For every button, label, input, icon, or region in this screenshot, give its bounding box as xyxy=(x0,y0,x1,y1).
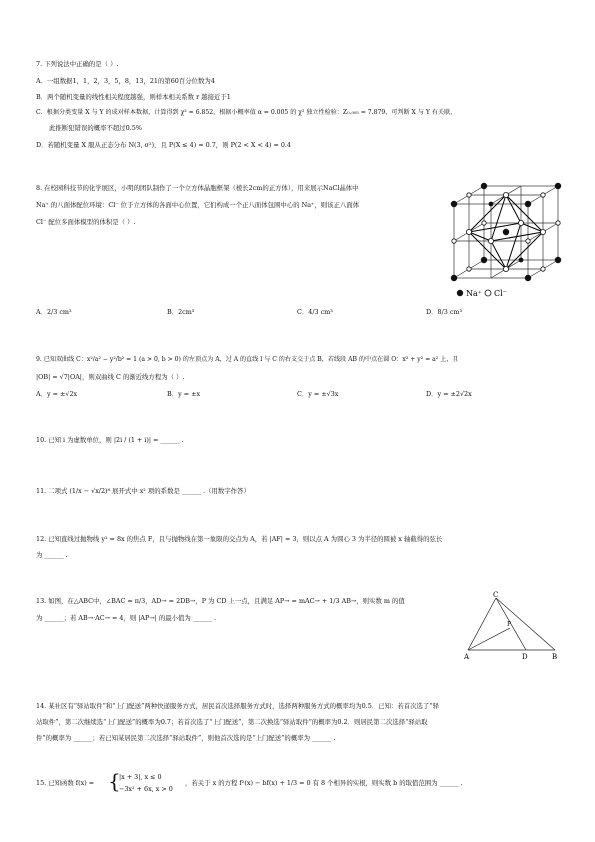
q7-stem: 7. 下列说法中正确的是（ ）. xyxy=(36,60,119,68)
q15-lead: 15. 已知函数 f(x) = xyxy=(36,779,95,787)
q15-case-1: |x + 3|, x ≤ 0 xyxy=(119,773,162,781)
q14-stem-line2: 站取件”，第二次继续选“上门配送”的概率为0.7；若首次选了“上门配送”，第二次换选“驿站取件”的概率为0.2．则居民第二次选择“驿站取 xyxy=(36,718,428,726)
cl-legend-label: Cl⁻ xyxy=(494,289,507,298)
q15-case-2: −3x² + 6x, x > 0 xyxy=(119,785,173,793)
q8-stem-line2: Na⁺ 的八面体配位环境：Cl⁻ 位于立方体的各面中心位置，它们构成一个正八面体包围中心的 Na⁺，则该正八面体 xyxy=(36,201,360,209)
q12-stem-line1: 12. 已知直线过抛物线 y² = 8x 的焦点 F，且与抛物线在第一象限的交点为 A，若 |AF| = 3，则以点 A 为圆心 3 为半径的圆被 x 轴截得的弦长 xyxy=(36,535,443,543)
cl-legend-dot xyxy=(485,290,491,296)
q15-piecewise-brace: { xyxy=(108,769,121,793)
q7-option-c-continued: 此推断犯错误的概率不超过0.5% xyxy=(49,124,142,132)
q7-option-c: C．根据分类变量 X 与 Y 的成对样本数据，计算得到 χ² ≈ 6.852，根据小概率值 α = 0.005 的 χ² 独立性检验：Z₀.₀₀₅ = 7.879，可判断 X 与 Y 有关联， xyxy=(36,109,457,116)
q14-stem-line1: 14. 某社区有“驿站取件”和“上门配送”两种快递服务方式，居民首次选择服务方式时，选择两种服务方式的概率均为0.5．已知：若首次选了“驿 xyxy=(36,702,439,710)
na-legend-dot xyxy=(457,290,463,296)
q7-option-b: B．两个随机变量的线性相关程度越强，则样本相关系数 r 越接近于1 xyxy=(36,93,231,101)
q15-tail: ，若关于 x 的方程 f²(x) − bf(x) + 1/3 = 0 有 8 个相异的实根，则实数 b 的取值范围为 ______ . xyxy=(185,779,463,787)
q8-option-a: A．2/3 cm³ xyxy=(36,308,72,316)
point-d-label: D xyxy=(522,653,528,661)
q10-stem: 10. 已知 i 为虚数单位，则 |2i / (1 + i)| = ______ . xyxy=(36,436,184,444)
q8-stem-line3: Cl⁻ 配位多面体模型的体积是（ ）. xyxy=(36,218,136,226)
q8-option-b: B．2cm³ xyxy=(167,308,195,316)
q8-stem-line1: 8. 在校园科技节的化学展区，小明的团队制作了一个立方体晶胞框架（棱长2cm的正方体），用来展示NaCl晶体中 xyxy=(36,184,359,192)
q13-stem-line1: 13. 如图，在△ABC中，∠BAC = π/3，AD→ = 2DB→，P 为 CD 上一点，且满足 AP→ = mAC→ + 1/3 AB→，则实数 m 的值 xyxy=(36,597,405,605)
nacl-crystal-cell-figure xyxy=(440,180,570,305)
q13-stem-line2: 为 ______；若 AB→·AC→ = 4，则 |AP→| 的最小值为 ______ . xyxy=(36,614,217,622)
q9-stem-line2: |OB| = √7|OA|，则双曲线 C 的渐近线方程为（ ）. xyxy=(36,373,185,381)
q14-stem-line3: 件”的概率为 ______；若已知某居民第二次选择“驿站取件”，则他首次选的是“上门配送”的概率为 ______ . xyxy=(36,734,336,742)
q9-option-c: C．y = ±√3x xyxy=(297,390,339,398)
q8-option-d: D．8/3 cm³ xyxy=(426,308,463,316)
q9-option-b: B．y = ±x xyxy=(167,390,201,398)
q7-option-d: D．若随机变量 X 服从正态分布 N(3, σ²)，且 P(X ≤ 4) = 0.7，则 P(2 < X < 4) = 0.4 xyxy=(36,141,291,149)
vertex-a-label: A xyxy=(464,653,470,661)
q9-option-a: A．y = ±√2x xyxy=(36,390,78,398)
point-p-label: P xyxy=(507,621,512,628)
q9-stem-line1: 9. 已知双曲线 C：x²/a² − y²/b² = 1 (a > 0, b > 0) 的左顶点为 A，过 A 的直线 l 与 C 的右支交于点 B，若线段 AB 的中点在圆 O：x² + y² = a² 上，且 xyxy=(36,356,459,363)
q9-option-d: D．y = ±2√2x xyxy=(426,390,472,398)
vertex-b-label: B xyxy=(552,653,558,661)
vertex-c-label: C xyxy=(493,591,499,599)
q11-stem: 11. 二项式 (1/x − √x/2)⁸ 展开式中 x² 项的系数是 ______ .（用数字作答） xyxy=(36,487,250,495)
na-legend-label: Na⁺ xyxy=(466,289,482,298)
q12-stem-line2: 为 ______ . xyxy=(36,551,68,559)
triangle-abc-figure xyxy=(460,590,570,662)
q7-option-a: A．一组数据1，1，2，3，5，8，13，21的第60百分位数为4 xyxy=(36,77,215,85)
q8-option-c: C．4/3 cm³ xyxy=(297,308,333,316)
